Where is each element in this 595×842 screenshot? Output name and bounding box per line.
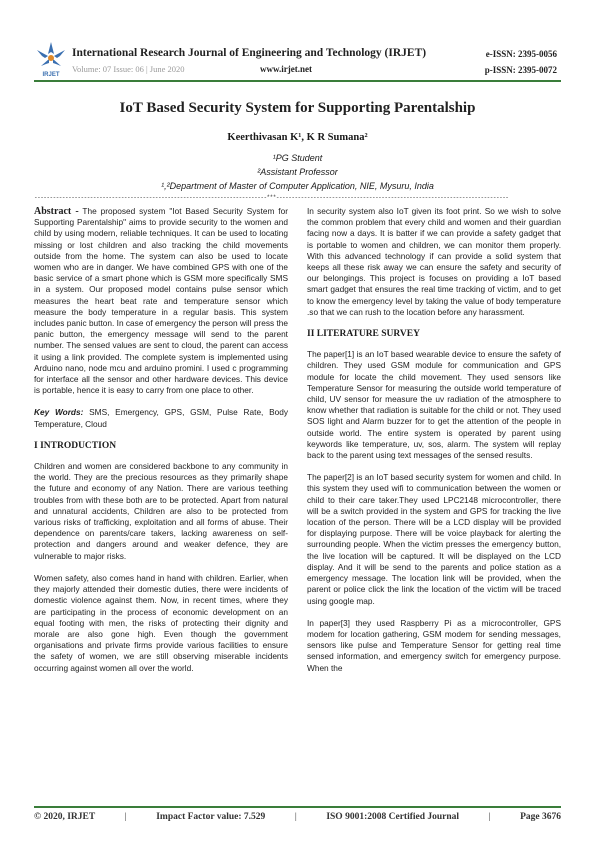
abstract-heading: Abstract - [34, 206, 79, 217]
affiliation-3: ¹,²Department of Master of Computer Application, NIE, Mysuru, India [161, 181, 434, 191]
affiliation-2: ²Assistant Professor [257, 167, 338, 177]
journal-name: International Research Journal of Engineering and Technology (IRJET) [72, 47, 427, 59]
left-column [34, 206, 288, 685]
intro-paragraph-2: Women safety, also comes hand in hand with children. Earlier, when they majorly attended their domestic duties, there were incidents of domestic violence against them. Now, in recent times, where they are participating in the process of economic development on an equal footing with men, the risks of protecting their dignity and morale are also gone high. Even though the government organisations and private firms provide various facilities to ensure the safety of women, we are still observing miserable incidents occurring against women all over the world. [34, 572, 288, 673]
section-heading-literature-survey: II LITERATURE SURVEY [307, 329, 420, 340]
literature-paragraph-3: In paper[3] they used Raspberry Pi as a microcontroller, GPS modem for location gathering, GSM modem for sending messages, sensors like pulse and Temperature Sensor for getting real time sensed information, and emergency switch for emergency purpose. When the [307, 617, 561, 673]
abstract-text: The proposed system "Iot Based Security System for Supporting Parentalship" aims to provide security to the women and child by using modern, reliable techniques. It can be used to locating missing or lost children and also tracking the child movements outside from the home. The system can also be used to locate women who are in danger. We have combined GPS with one of the basic service of a smart phone which is GSM more specifically SMS in a system. Our proposed model contains pulse sensor which measures the heart beat rate and temperature sensor which measure the body temperature in a regular basis. This system includes panic button. In case of emergency the person will press the panic button, the emergency message will send to the parent number. The sensed values are sent to cloud, the parent can access it using a link provided. The complete system is implemented using Arduino nano, node mcu and arduino promini. I used c programming for interface all the sensor and other hardware devices. This device is portable, hence it is easy to carry from one place to other. [34, 206, 288, 396]
volume-info: Volume: 07 Issue: 06 | June 2020 [72, 64, 185, 74]
e-issn: e-ISSN: 2395-0056 [485, 49, 557, 59]
keywords-text: SMS, Emergency, GPS, GSM, Pulse Rate, Body Temperature, Cloud [34, 407, 289, 429]
footer-iso: ISO 9001:2008 Certified Journal [326, 812, 460, 822]
right-column [307, 206, 561, 685]
footer-divider: | [488, 812, 491, 822]
paper-title: IoT Based Security System for Supporting Parentalship [119, 100, 476, 116]
intro-paragraph-3: In security system also IoT given its foot print. So we wish to solve the common problem that every child and women and their guardian facing now a days. It is batter if we can provide a safety gadget that is portable to women and children, we can monitor them properly. With this advanced technology if can provide a solid system that keeps all these risk away we can ensure the safety and security of our belongings. This project is focuses on providing a IoT based smart gadget that ensures the real time tracking of victim, and to get to know the emergency level by taking the value of body temperature .so that we can rush to the location before any harassment. [307, 206, 561, 317]
footer-divider: | [124, 812, 127, 822]
footer-page-number: Page 3676 [520, 812, 561, 822]
abstract [34, 206, 288, 396]
logo-text: IRJET [42, 72, 60, 78]
keywords-heading: Key Words: [34, 407, 84, 418]
p-issn: p-ISSN: 2395-0072 [484, 65, 557, 75]
literature-paragraph-2: The paper[2] is an IoT based security system for women and child. In this system they used wifi to communication between the women or child to their care taker.They used LPC2148 microcontroller, there will be a switch provided in the system and GPS for tracking the live location of the person. There will be a LCD display will be provided for displaying purpose. There will be voice playback for alerting the surrounding people. When the victim presses the emergency button, the live location will be captured. It will be displayed on the LCD display. And it will be send to the parents and police station as a emergency message. The location link will be provided, when the parent or police click the link the location of the victim will be traced using google map. [307, 472, 561, 606]
footer-copyright: © 2020, IRJET [34, 812, 96, 822]
paper-authors: Keerthivasan K¹, K R Sumana² [227, 132, 368, 143]
affiliation-1: ¹PG Student [272, 153, 323, 163]
section-heading-introduction: I INTRODUCTION [34, 440, 117, 451]
footer-divider: | [294, 812, 297, 822]
keywords [34, 407, 288, 429]
header-rule [34, 80, 561, 82]
page-footer [34, 812, 561, 822]
footer-impact-factor: Impact Factor value: 7.529 [156, 812, 266, 822]
title-separator: ---------------------------------------------------------------------------***--------------------------------------------------------------------------- [34, 194, 509, 201]
footer-rule [34, 806, 561, 808]
website-link[interactable]: www.irjet.net [260, 64, 312, 74]
intro-paragraph-1: Children and women are considered backbone to any community in the world. They are the precious resources as they primarily shape the future and economy of any Nation. There are various teething troubles from with these both are to be protected. Apart from natural and unnatural accidents, Children are also to be protected from various risks of trafficking, exploitation and all forms of abuse. Their dependence on parents/care takers, lacking awareness on self-protection and dangers around and weaker defence, they are vulnerable to major risks. [34, 461, 288, 561]
literature-paragraph-1: The paper[1] is an IoT based wearable device to ensure the safety of children. They used GSM module for communication and GPS module for locate the child movement. They used sensors like Temperature Sensor for measuring the outside world temperature of child, UV sensor for measure the uv radiation of the atmosphere to know whether that radiation is suitable for the child or not. They used SOS light and Alarm buzzer for to get the attention of the people in outside world. The entire system is operated by parent using keywords like temperature, uv, sos, alarm. The system will replay back to the parent using text messages of the sensed results. [307, 349, 561, 461]
